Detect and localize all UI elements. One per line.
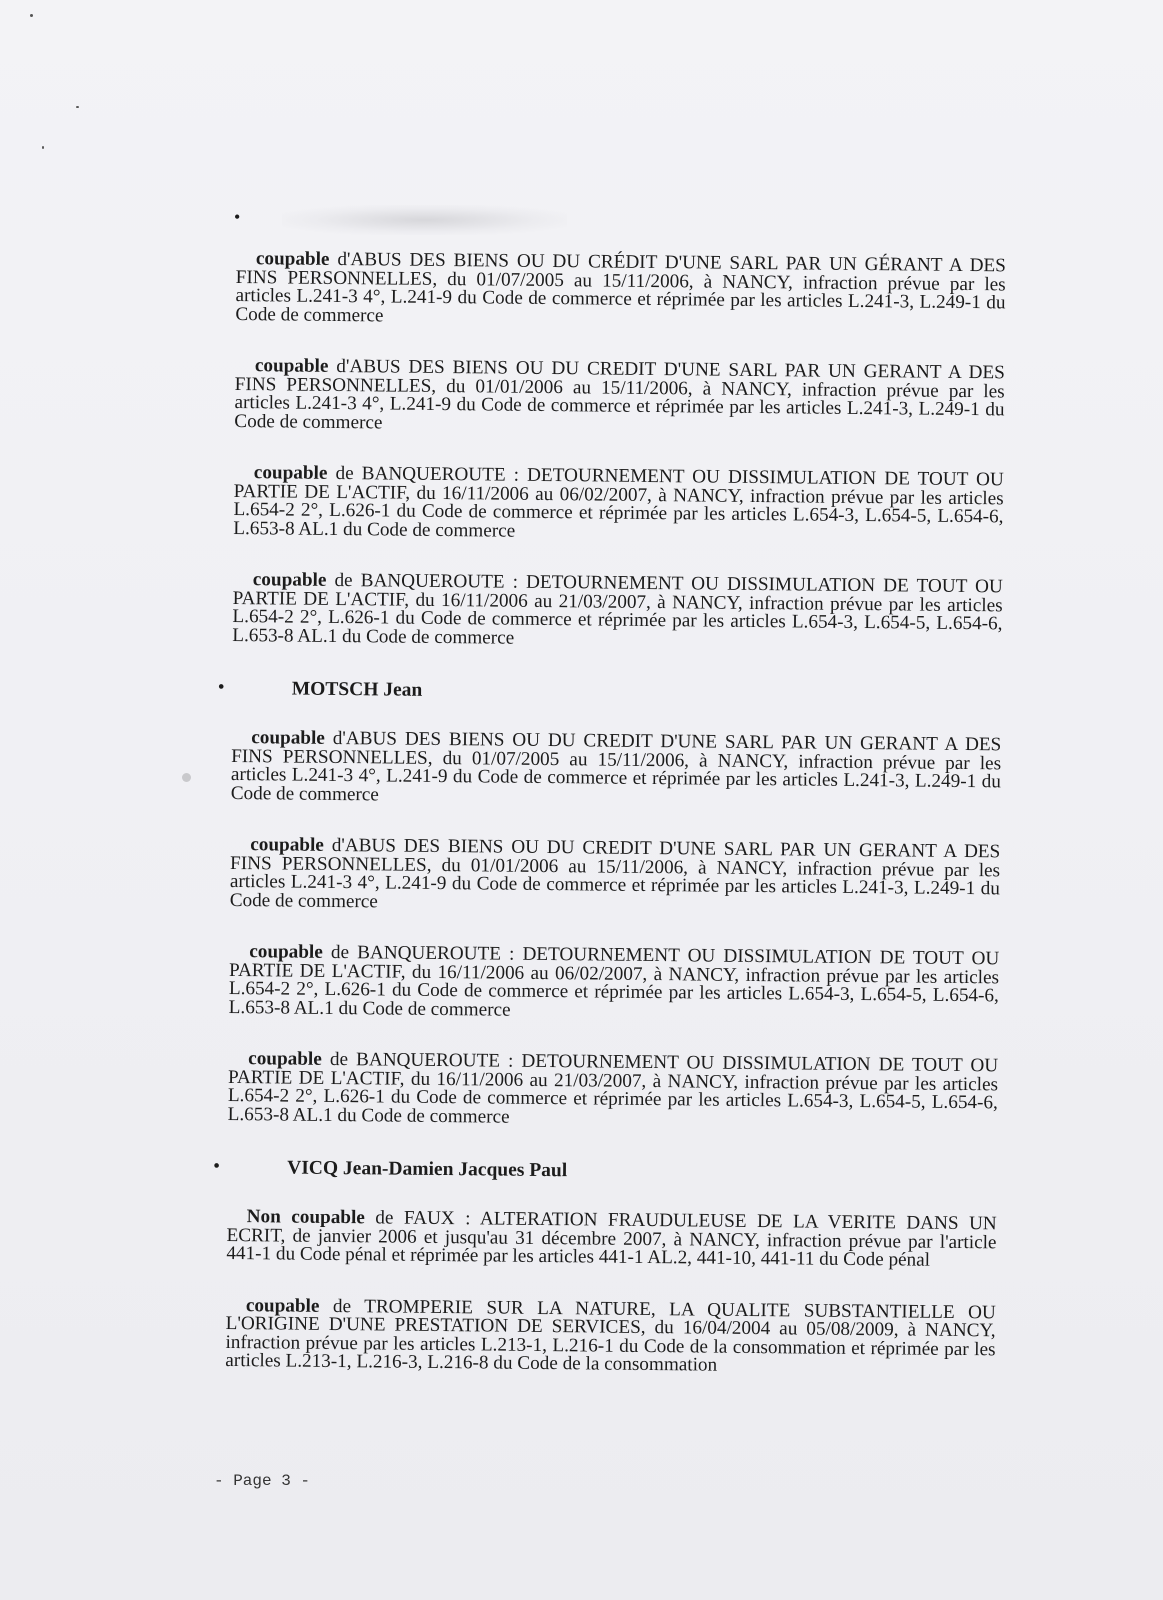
verdict-text: de BANQUEROUTE : DETOURNEMENT OU DISSIMULATION DE TOUT OU PARTIE DE L'ACTIF, du 16/11/2006 au 21/03/2007, à NANCY, infraction prévue par les articles L.654-2 2°, L.626-1 du Code de commerce et réprimée par les articles L.654-3, L.654-5, L.654-6, L.653-8 AL.1 du Code de commerce [232, 569, 1003, 649]
scan-speck [182, 773, 191, 782]
scan-speck [42, 146, 44, 149]
verdict-paragraph [232, 571, 1003, 652]
verdict-text: d'ABUS DES BIENS OU DU CREDIT D'UNE SARL PAR UN GERANT A DES FINS PERSONNELLES, du 01/07/2005 au 15/11/2006, à NANCY, infraction prévue par les articles L.241-3 4°, L.241-9 du Code de commerce et réprimée par les articles L.241-3, L.249-1 du Code de commerce [230, 727, 1002, 805]
verdict-text: de TROMPERIE SUR LA NATURE, LA QUALITE SUBSTANTIELLE OU L'ORIGINE D'UNE PRESTATION DE SERVICES, du 16/04/2004 au 05/08/2009, à NANCY, infraction prévue par les articles L.213-1, L.216-1 du Code de la consommation et réprimée par les articles L.213-1, L.216-3, L.216-8 du Code de la consommation [225, 1295, 996, 1376]
verdict-text: de BANQUEROUTE : DETOURNEMENT OU DISSIMULATION DE TOUT OU PARTIE DE L'ACTIF, du 16/11/2006 au 21/03/2007, à NANCY, infraction prévue par les articles L.654-2 2°, L.626-1 du Code de commerce et réprimée par les articles L.654-3, L.654-5, L.654-6, L.653-8 AL.1 du Code de commerce [227, 1048, 999, 1128]
section-unnamed [232, 250, 1006, 652]
verdict-paragraph [225, 1296, 996, 1377]
verdict-paragraph [229, 943, 1000, 1024]
verdict-text: de BANQUEROUTE : DETOURNEMENT OU DISSIMULATION DE TOUT OU PARTIE DE L'ACTIF, du 16/11/2006 au 06/02/2007, à NANCY, infraction prévue par les articles L.654-2 2°, L.626-1 du Code de commerce et réprimée par les articles L.654-3, L.654-5, L.654-6, L.653-8 AL.1 du Code de commerce [233, 462, 1004, 542]
verdict-lead: coupable [251, 727, 325, 749]
defendant-heading [217, 676, 1002, 707]
verdict-text: d'ABUS DES BIENS OU DU CREDIT D'UNE SARL PAR UN GERANT A DES FINS PERSONNELLES, du 01/01/2006 au 15/11/2006, à NANCY, infraction prévue par les articles L.241-3 4°, L.241-9 du Code de commerce et réprimée par les articles L.241-3, L.249-1 du Code de commerce [229, 834, 1001, 912]
scan-speck [76, 106, 79, 108]
verdict-paragraph [235, 250, 1006, 331]
verdict-paragraph [230, 836, 1001, 917]
verdict-lead: coupable [249, 941, 323, 963]
defendant-name: VICQ Jean-Damien Jacques Paul [287, 1157, 568, 1182]
section-vicq [225, 1208, 997, 1378]
verdict-paragraph [233, 464, 1004, 545]
page-number: - Page 3 - [214, 1472, 311, 1490]
verdict-lead: coupable [253, 462, 328, 484]
bullet: • [213, 1155, 221, 1177]
bullet: • [217, 676, 225, 698]
defendant-heading [213, 1155, 997, 1186]
verdict-lead: coupable [250, 834, 324, 856]
verdict-text: de BANQUEROUTE : DETOURNEMENT OU DISSIMULATION DE TOUT OU PARTIE DE L'ACTIF, du 16/11/2006 au 06/02/2007, à NANCY, infraction prévue par les articles L.654-2 2°, L.626-1 du Code de commerce et réprimée par les articles L.654-3, L.654-5, L.654-6, L.653-8 AL.1 du Code de commerce [228, 941, 1000, 1021]
verdict-paragraph [231, 729, 1002, 810]
verdict-lead: Non coupable [246, 1206, 365, 1229]
redacted-name-smudge [282, 205, 567, 235]
verdict-lead: coupable [252, 569, 327, 591]
defendant-name: MOTSCH Jean [291, 678, 423, 701]
verdict-paragraph [228, 1050, 999, 1131]
verdict-paragraph [226, 1208, 996, 1271]
verdict-lead: coupable [245, 1294, 320, 1317]
verdict-text: d'ABUS DES BIENS OU DU CREDIT D'UNE SARL PAR UN GERANT A DES FINS PERSONNELLES, du 01/01/2006 au 15/11/2006, à NANCY, infraction prévue par les articles L.241-3 4°, L.241-9 du Code de commerce et réprimée par les articles L.241-3, L.249-1 du Code de commerce [234, 355, 1005, 433]
judgment-body [213, 248, 1006, 1411]
verdict-text: de FAUX : ALTERATION FRAUDULEUSE DE LA VERITE DANS UN ECRIT, de janvier 2006 et jusqu'au 31 décembre 2007, à NANCY, infraction prévue par l'article 441-1 du Code pénal et réprimée par les articles 441-1 AL.2, 441-10, 441-11 du Code pénal [226, 1207, 997, 1271]
verdict-lead: coupable [255, 248, 330, 270]
verdict-text: d'ABUS DES BIENS OU DU CRÉDIT D'UNE SARL PAR UN GÉRANT A DES FINS PERSONNELLES, du 01/07/2005 au 15/11/2006, à NANCY, infraction prévue par les articles L.241-3 4°, L.241-9 du Code de commerce et réprimée par les articles L.241-3, L.249-1 du Code de commerce [235, 248, 1006, 326]
verdict-lead: coupable [254, 355, 329, 377]
bullet: • [234, 207, 241, 227]
scan-speck [30, 14, 33, 17]
verdict-paragraph [234, 357, 1005, 438]
section-motsch [228, 729, 1002, 1131]
verdict-lead: coupable [248, 1048, 322, 1070]
